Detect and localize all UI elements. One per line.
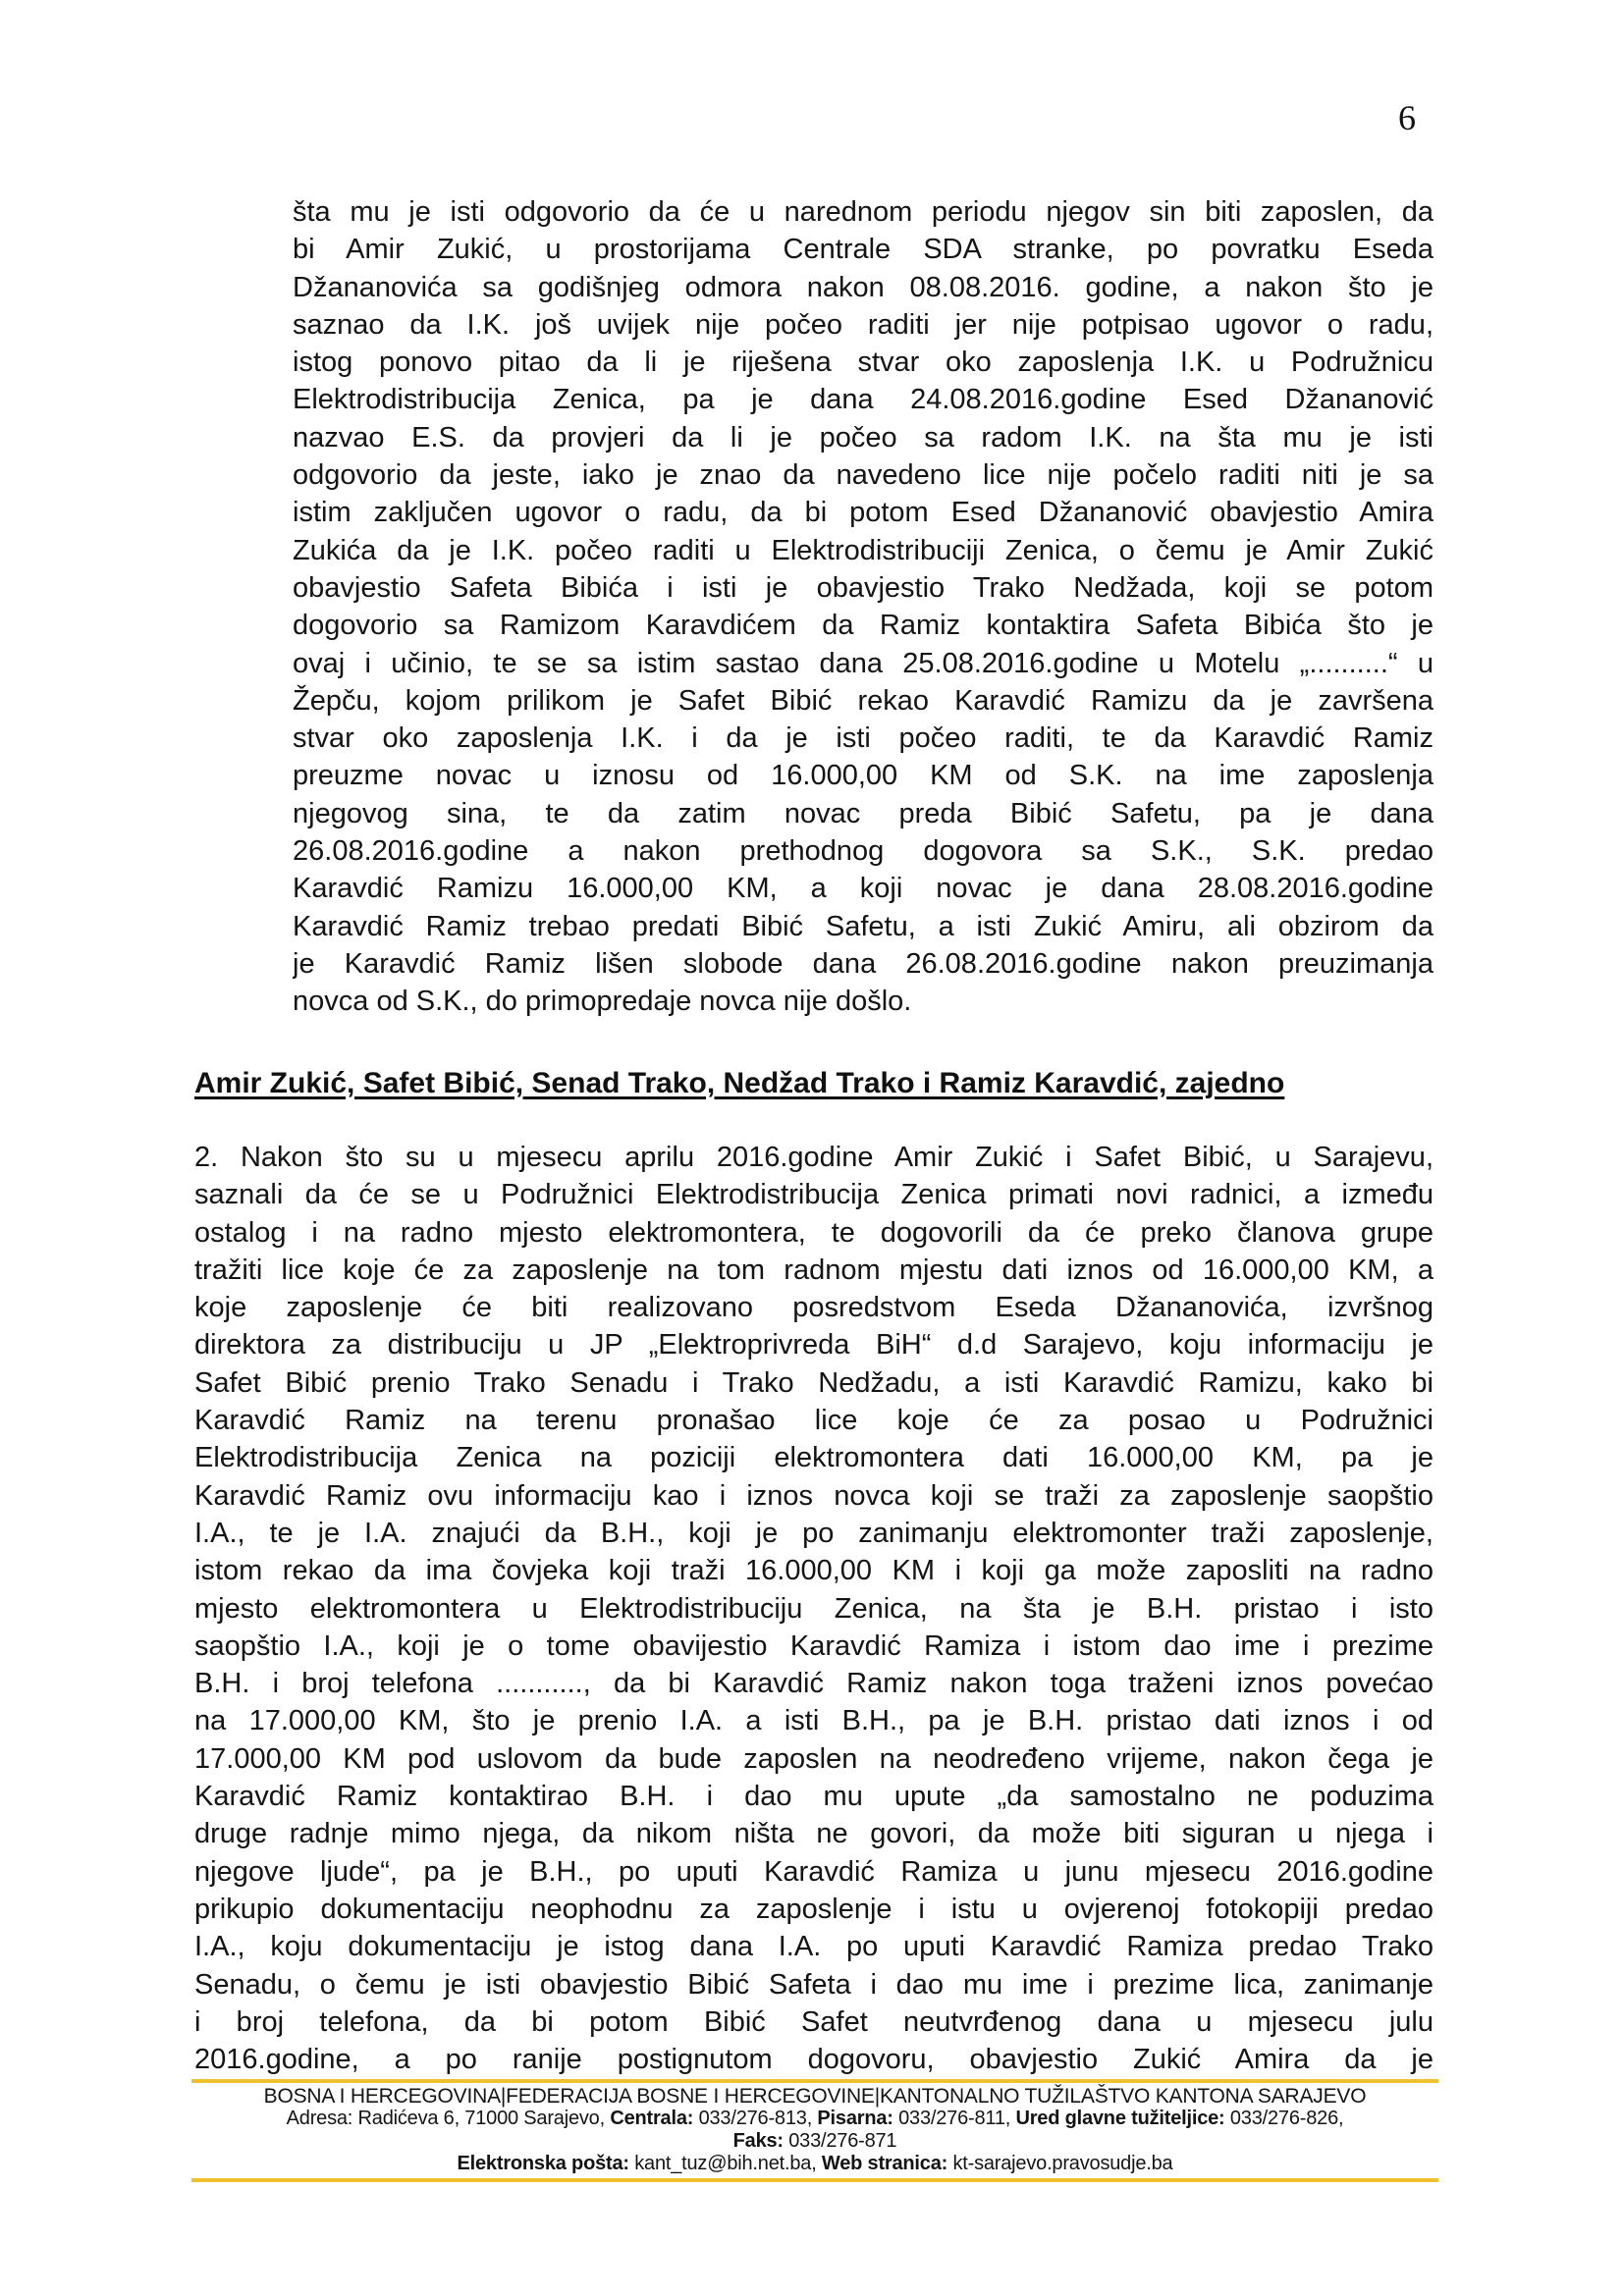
text-line: saznali da će se u Podružnici Elektrodistribucija Zenica primati novi radnici, a između [194, 1179, 1434, 1211]
text-line: direktora za distribuciju u JP „Elektroprivreda BiH“ d.d Sarajevo, koju informaciju je [194, 1329, 1434, 1362]
footer-label: Elektronska pošta: [457, 2153, 629, 2174]
text-line: 17.000,00 KM pod uslovom da bude zaposlen na neodređeno vrijeme, nakon čega je [194, 1742, 1434, 1775]
footer-value: 033/276-813, [693, 2108, 818, 2129]
text-line: bi Amir Zukić, u prostorijama Centrale SDA stranke, po povratku Eseda [293, 234, 1434, 266]
text-line: novca od S.K., do primopredaje novca nije došlo. [293, 986, 912, 1018]
defendants-heading [194, 1065, 1434, 1102]
text-line: stvar oko zaposlenja I.K. i da je isti počeo raditi, te da Karavdić Ramiz [293, 722, 1434, 755]
text-line: Karavdić Ramizu 16.000,00 KM, a koji novac je dana 28.08.2016.godine [293, 873, 1434, 905]
footer-label: Faks: [732, 2130, 784, 2152]
text-line: šta mu je isti odgovorio da će u narednom periodu njegov sin biti zaposlen, da [293, 196, 1434, 228]
text-line: B.H. i broj telefona ..........., da bi Karavdić Ramiz nakon toga traženi iznos povećao [194, 1668, 1434, 1700]
text-line: prikupio dokumentaciju neophodnu za zaposlenje i istu u ovjerenoj fotokopiji predao [194, 1893, 1434, 1925]
text-line: druge radnje mimo njega, da nikom ništa ne govori, da može biti siguran u njega i [194, 1818, 1434, 1850]
text-line: Elektrodistribucija Zenica na poziciji elektromontera dati 16.000,00 KM, pa je [194, 1442, 1434, 1474]
text-line: Džananovića sa godišnjeg odmora nakon 08.08.2016. godine, a nakon što je [293, 271, 1434, 303]
text-line: koje zaposlenje će biti realizovano posredstvom Eseda Džananovića, izvršnog [194, 1292, 1434, 1324]
text-line: ostalog i na radno mjesto elektromontera, te dogovorili da će preko članova grupe [194, 1216, 1434, 1249]
text-line: njegovog sina, te da zatim novac preda Bibić Safetu, pa je dana [293, 797, 1434, 829]
text-line: Safet Bibić prenio Trako Senadu i Trako Nedžadu, a isti Karavdić Ramizu, kako bi [194, 1366, 1434, 1399]
footer-value: 033/276-826, [1224, 2108, 1344, 2129]
text-line: nazvao E.S. da provjeri da li je počeo sa radom I.K. na šta mu je isti [293, 421, 1434, 454]
footer-value: 033/276-811, [893, 2108, 1016, 2129]
text-line: njegove ljude“, pa je B.H., po uputi Karavdić Ramiza u junu mjesecu 2016.godine [194, 1855, 1434, 1888]
text-line: odgovorio da jeste, iako je znao da navedeno lice nije počelo raditi niti je sa [293, 459, 1434, 492]
footer-label: Centrala: [610, 2108, 694, 2129]
text-line: Senadu, o čemu je isti obavjestio Bibić Safeta i dao mu ime i prezime lica, zanimanje [194, 1968, 1434, 2001]
footer-value: kant_tuz@bih.net.ba, [628, 2153, 822, 2174]
page-number: 6 [1398, 98, 1416, 137]
text-line: I.A., te je I.A. znajući da B.H., koji je po zanimanju elektromonter traži zaposlenje, [194, 1517, 1434, 1549]
footer-label: Web stranica: [821, 2153, 948, 2174]
text-line: 2. Nakon što su u mjesecu aprilu 2016.godine Amir Zukić i Safet Bibić, u Sarajevu, [194, 1142, 1434, 1173]
text-line: je Karavdić Ramiz lišen slobode dana 26.08.2016.godine nakon preuzimanja [293, 947, 1434, 980]
footer-contact-line [191, 2153, 1438, 2175]
text-line: Elektrodistribucija Zenica, pa je dana 24.08.2016.godine Esed Džananović [293, 384, 1434, 416]
text-line: Karavdić Ramiz ovu informaciju kao i iznos novca koji se traži za zaposlenje saopštio [194, 1479, 1434, 1512]
text-line: 2016.godine, a po ranije postignutom dogovoru, obavjestio Zukić Amira da je [194, 2044, 1434, 2076]
text-line: dogovorio sa Ramizom Karavdićem da Ramiz kontaktira Safeta Bibića što je [293, 610, 1434, 642]
footer-fax-line [191, 2130, 1438, 2153]
text-line: istom rekao da ima čovjeka koji traži 16.000,00 KM i koji ga može zaposliti na radno [194, 1555, 1434, 1587]
text-line: saznao da I.K. još uvijek nije počeo raditi jer nije potpisao ugovor o radu, [293, 308, 1434, 341]
footer-value: Adresa: Radićeva 6, 71000 Sarajevo, [286, 2108, 611, 2129]
text-line: obavjestio Safeta Bibića i isti je obavjestio Trako Nedžada, koji se potom [293, 571, 1434, 604]
footer-address-line [191, 2108, 1438, 2130]
text-line: istim zaključen ugovor o radu, da bi potom Esed Džananović obavjestio Amira [293, 497, 1434, 529]
text-line: saopštio I.A., koji je o tome obavijestio Karavdić Ramiza i istom dao ime i prezime [194, 1629, 1434, 1662]
footer-label: Ured glavne tužiteljice: [1015, 2108, 1225, 2129]
text-line: 26.08.2016.godine a nakon prethodnog dogovora sa S.K., S.K. predao [293, 835, 1434, 868]
text-line: Karavdić Ramiz na terenu pronašao lice koje će za posao u Podružnici [194, 1405, 1434, 1437]
page-footer [191, 2079, 1438, 2182]
text-line: Karavdić Ramiz trebao predati Bibić Safetu, a isti Zukić Amiru, ali obzirom da [293, 910, 1434, 942]
text-line: tražiti lice koje će za zaposlenje na tom radnom mjestu dati iznos od 16.000,00 KM, a [194, 1254, 1434, 1286]
text-line: i broj telefona, da bi potom Bibić Safet neutvrđenog dana u mjesecu julu [194, 2005, 1434, 2038]
text-line: preuzme novac u iznosu od 16.000,00 KM od S.K. na ime zaposlenja [293, 760, 1434, 792]
footer-label: Pisarna: [817, 2108, 893, 2129]
footer-institution-line: BOSNA I HERCEGOVINA|FEDERACIJA BOSNE I HERCEGOVINE|KANTONALNO TUŽILAŠTVO KANTONA SARAJEVO [263, 2085, 1367, 2108]
footer-value: kt-sarajevo.pravosudje.ba [947, 2153, 1173, 2174]
text-line: na 17.000,00 KM, što je prenio I.A. a isti B.H., pa je B.H. pristao dati iznos i od [194, 1705, 1434, 1737]
text-line: Karavdić Ramiz kontaktirao B.H. i dao mu upute „da samostalno ne poduzima [194, 1781, 1434, 1813]
paragraph-count-2 [194, 1139, 1434, 2078]
text-line: istog ponovo pitao da li je riješena stvar oko zaposlenja I.K. u Podružnicu [293, 347, 1434, 379]
footer-value: 033/276-871 [783, 2130, 897, 2152]
text-line: I.A., koju dokumentaciju je istog dana I.A. po uputi Karavdić Ramiza predao Trako [194, 1931, 1434, 1963]
text-line: ovaj i učinio, te se sa istim sastao dana 25.08.2016.godine u Motelu „..........“ u [293, 647, 1434, 679]
text-line: Žepču, kojom prilikom je Safet Bibić rekao Karavdić Ramizu da je završena [293, 684, 1434, 717]
paragraph-count-1-continuation [293, 193, 1434, 1021]
text-line: mjesto elektromontera u Elektrodistribuciju Zenica, na šta je B.H. pristao i isto [194, 1592, 1434, 1625]
defendants-heading-text: Amir Zukić, Safet Bibić, Senad Trako, Nedžad Trako i Ramiz Karavdić, zajedno [194, 1067, 1285, 1099]
text-line: Zukića da je I.K. počeo raditi u Elektrodistribuciji Zenica, o čemu je Amir Zukić [293, 534, 1434, 566]
